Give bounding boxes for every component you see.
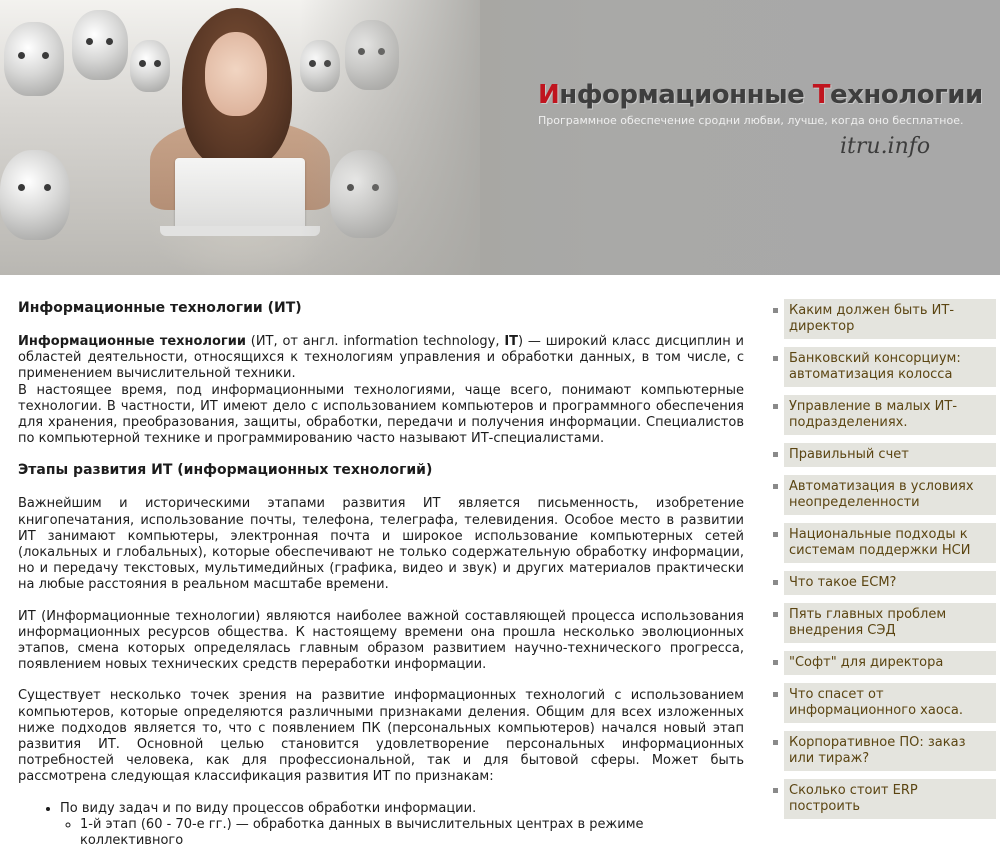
laptop-base [160,226,320,236]
sidebar-link-corporate-software[interactable]: Корпоративное ПО: заказ или тираж? [784,731,996,771]
sidebar-link-right-account[interactable]: Правильный счет [784,443,996,467]
woman-face [205,32,267,116]
sidebar-item [768,731,996,771]
bullet-icon [773,660,778,665]
header-fade [300,0,500,275]
robot-figure [0,150,70,240]
bullet-icon [773,452,778,457]
robot-figure [4,22,64,96]
site-tagline: Программное обеспечение сродни любви, лучше, когда оно бесплатное. [538,114,964,127]
robot-figure [72,10,128,80]
site-url: itru.info [840,134,931,159]
section-title: Этапы развития ИТ (информационных технологий) [18,462,433,479]
sidebar-link-what-is-ecm[interactable]: Что такое ECM? [784,571,996,595]
sidebar-link-bank-consortium[interactable]: Банковский консорциум: автоматизация колосса [784,347,996,387]
sidebar-item [768,523,996,563]
classification-paragraph: Существует несколько точек зрения на развитие информационных технологий с использованием компьютеров, которые определяются различными признаками деления. Общим для всех изложенных ниже подходов является то, что с появлением ПК (персональных компьютеров) начался новый этап развития ИТ. Основной целью становится удовлетворение персональных информационных потребностей человека, как для профессиональной, так и для бытовой сферы. Может быть рассмотрена следующая классификация развития ИТ по признакам: [18,688,744,785]
article [18,300,745,849]
sidebar-link-it-director[interactable]: Каким должен быть ИТ-директор [784,299,996,339]
site-title-second-letter: Т [812,80,831,110]
list-item-text: По виду задач и по виду процессов обработки информации. [60,800,477,816]
bullet-icon [773,356,778,361]
intro-paragraph-2: В настоящее время, под информационными технологиями, чаще всего, понимают компьютерные технологии. В частности, ИТ имеют дело с использованием компьютеров и программного обеспечения для хранения, преобразования, защиты, обработки, передачи и получения информации. Специалистов по компьютерной технике и программированию часто называют ИТ-специалистами. [18,382,744,447]
sidebar-link-erp-cost[interactable]: Сколько стоит ERP построить [784,779,996,819]
intro-text-2: ) — широкий класс дисциплин и областей деятельности, относящихся к технологиям управления и обработки данных, в том числе, с применением вычислительной техники. [18,334,745,382]
sidebar-item [768,683,996,723]
intro-paragraph [18,334,744,383]
bullet-icon [773,404,778,409]
sidebar-link-small-it-units[interactable]: Управление в малых ИТ-подразделениях. [784,395,996,435]
sidebar-item [768,395,996,435]
site-title-part1: нформационные [559,80,813,110]
site-title-first-letter: И [538,80,560,110]
bullet-icon [773,484,778,489]
bullet-icon [773,308,778,313]
sublist [60,817,744,849]
sidebar-item [768,475,996,515]
site-title-part2: ехнологии [830,80,983,110]
bullet-icon [773,740,778,745]
intro-term: Информационные технологии [18,334,246,349]
robot-figure [130,40,170,92]
bullet-icon [773,580,778,585]
resources-paragraph: ИТ (Информационные технологии) являются наиболее важной составляющей процесса использования информационных ресурсов общества. К настоящему времени она прошла несколько эволюционных этапов, смена которых определялась главным образом развитием научно-технического прогресса, появлением новых технических средств переработки информации. [18,608,744,673]
laptop-image [175,158,305,228]
sidebar-item [768,603,996,643]
intro-abbreviation: IT [504,334,519,349]
bullet-icon [773,788,778,793]
sidebar-link-info-chaos[interactable]: Что спасет от информационного хаоса. [784,683,996,723]
classification-list [18,801,744,849]
bullet-icon [773,532,778,537]
sidebar-link-national-approaches[interactable]: Национальные подходы к системам поддержки НСИ [784,523,996,563]
sidebar-link-automation-uncertainty[interactable]: Автоматизация в условиях неопределенности [784,475,996,515]
sidebar-item [768,651,996,675]
header-banner [0,0,1000,275]
bullet-icon [773,612,778,617]
sidebar-item [768,299,996,339]
sidebar-item [768,571,996,595]
sublist-item: ◦ 1-й этап (60 - 70-е гг.) — обработка данных в вычислительных центрах в режиме коллективного [80,817,744,849]
article-title: Информационные технологии (ИТ) [18,300,302,316]
sidebar-link-soft-for-director[interactable]: "Софт" для директора [784,651,996,675]
history-paragraph: Важнейшим и историческими этапами развития ИТ является письменность, изобретение книгопечатания, использование почты, телефона, телеграфа, телевидения. Особое место в развитии ИТ занимают компьютеры, электронная почта и широкое использование компьютерных сетей (локальных и глобальных), которые обеспечивают не только содержательную обработку информации, но и передачу текстовых, мультимедийных (графика, видео и звук) и других материалов практически на любые расстояния в реальном масштабе времени. [18,496,744,593]
sidebar-link-sed-problems[interactable]: Пять главных проблем внедрения СЭД [784,603,996,643]
sidebar-item [768,779,996,819]
site-title[interactable] [538,80,983,110]
list-item [60,801,744,849]
sidebar [768,299,996,814]
bullet-icon [773,692,778,697]
sidebar-item [768,443,996,467]
intro-text-1: (ИТ, от англ. information technology, [245,334,505,349]
sidebar-item [768,347,996,387]
